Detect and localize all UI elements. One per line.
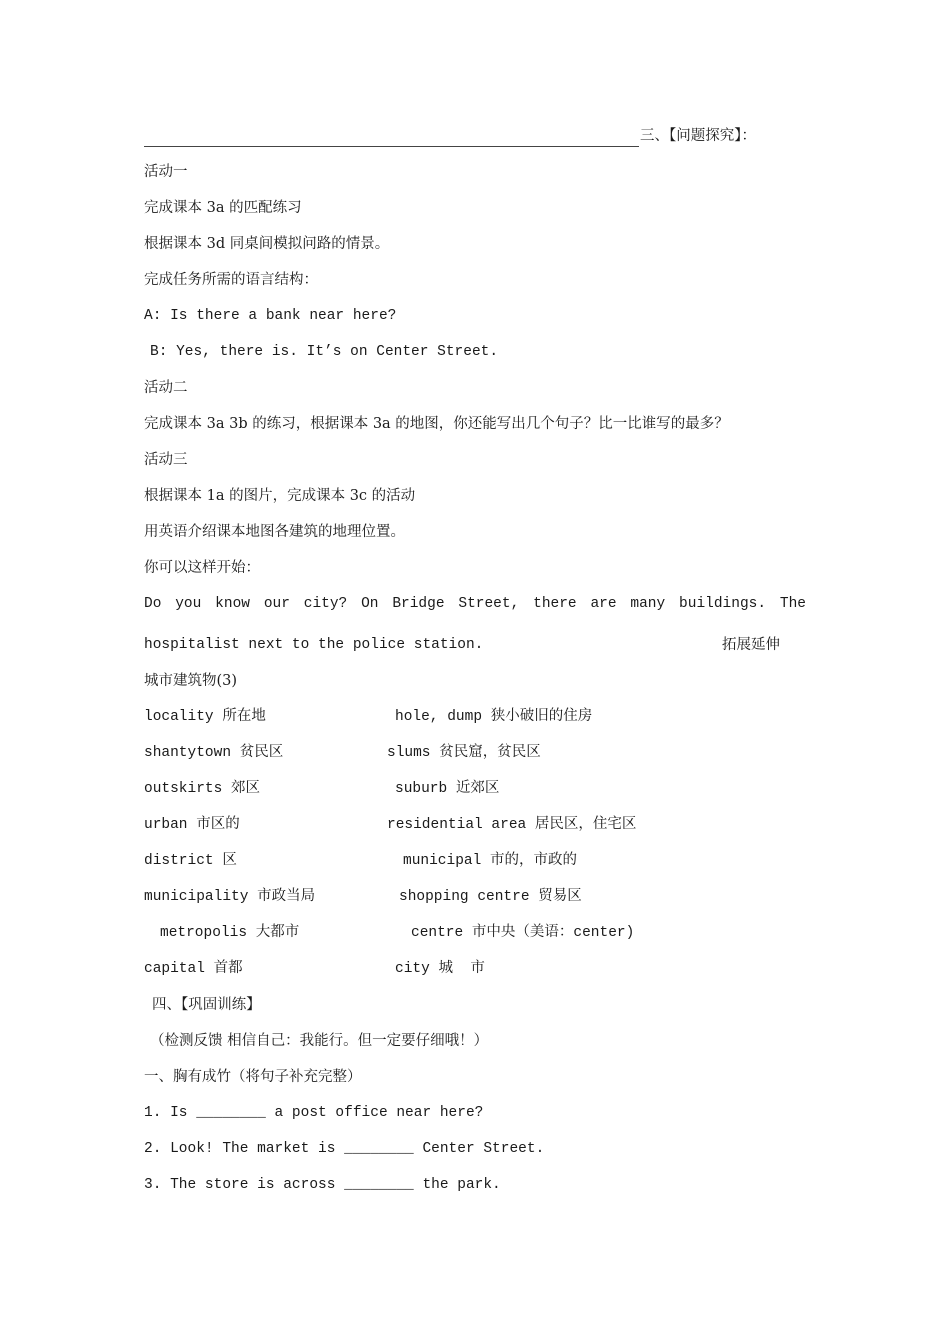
dialogue-a: A: Is there a bank near here? — [144, 308, 397, 324]
example-word: On — [361, 596, 379, 612]
vocab-right-8: city 城 市 — [395, 961, 485, 977]
example-word: are — [590, 596, 617, 612]
activity3-title: 活动三 — [144, 452, 188, 468]
example-word: our — [263, 596, 290, 612]
vocab-left-7: metropolis 大都市 — [160, 925, 300, 941]
activity1-title: 活动一 — [144, 164, 188, 180]
question-2: 2. Look! The market is ________ Center Street. — [144, 1141, 545, 1157]
vocab-right-7: centre 市中央（美语：center) — [411, 925, 635, 941]
activity3-task3: 你可以这样开始： — [144, 560, 260, 576]
example-word: Do — [144, 596, 162, 612]
activity1-task2: 根据课本 3d 同桌间模拟问路的情景。 — [144, 236, 390, 252]
vocab-left-4: urban 市区的 — [144, 817, 240, 833]
vocab-title: 城市建筑物(3) — [144, 673, 238, 689]
example-word: know — [215, 596, 250, 612]
vocab-left-8: capital 首都 — [144, 961, 243, 977]
activity2-task: 完成课本 3a 3b 的练习，根据课本 3a 的地图，你还能写出几个句子？比一比谁写的最多？ — [144, 416, 729, 432]
fill-in-underline — [144, 126, 639, 147]
activity1-task1: 完成课本 3a 的匹配练习 — [144, 200, 302, 216]
example-word: you — [175, 596, 202, 612]
vocab-right-1: hole, dump 狭小破旧的住房 — [395, 709, 593, 725]
example-word: Street, — [458, 596, 520, 612]
dialogue-b: B: Yes, there is. It’s on Center Street. — [150, 344, 499, 360]
section3-heading: 三、【问题探究】： — [640, 128, 756, 144]
vocab-left-3: outskirts 郊区 — [144, 781, 261, 797]
question-1: 1. Is ________ a post office near here? — [144, 1105, 484, 1121]
example-word: Bridge — [392, 596, 445, 612]
activity3-task1: 根据课本 1a 的图片，完成课本 3c 的活动 — [144, 488, 416, 504]
vocab-right-2: slums 贫民窟，贫民区 — [387, 745, 541, 761]
vocab-left-6: municipality 市政当局 — [144, 889, 316, 905]
vocab-left-2: shantytown 贫民区 — [144, 745, 284, 761]
section4-title: 四、【巩固训练】 — [152, 997, 261, 1013]
vocab-left-1: locality 所在地 — [144, 709, 266, 725]
vocab-right-5: municipal 市的，市政的 — [403, 853, 578, 869]
example-sentence-line2: hospitalist next to the police station. — [144, 637, 484, 653]
vocab-left-5: district 区 — [144, 853, 237, 869]
vocab-right-4: residential area 居民区，住宅区 — [387, 817, 637, 833]
section4-subtitle: （检测反馈 相信自己：我能行。但一定要仔细哦！） — [150, 1033, 489, 1049]
extension-label: 拓展延伸 — [722, 637, 780, 653]
example-sentence-line1 — [144, 594, 806, 614]
question-3: 3. The store is across ________ the park. — [144, 1177, 501, 1193]
activity3-task2: 用英语介绍课本地图各建筑的地理位置。 — [144, 524, 405, 540]
vocab-right-3: suburb 近郊区 — [395, 781, 500, 797]
example-word: The — [779, 596, 806, 612]
example-word: city? — [303, 596, 348, 612]
activity1-task3: 完成任务所需的语言结构： — [144, 272, 318, 288]
example-word: many — [630, 596, 666, 612]
activity2-title: 活动二 — [144, 380, 188, 396]
vocab-right-6: shopping centre 贸易区 — [399, 889, 582, 905]
part1-title: 一、胸有成竹（将句子补充完整） — [144, 1069, 362, 1085]
example-word: there — [533, 596, 577, 612]
example-word: buildings. — [679, 596, 767, 612]
